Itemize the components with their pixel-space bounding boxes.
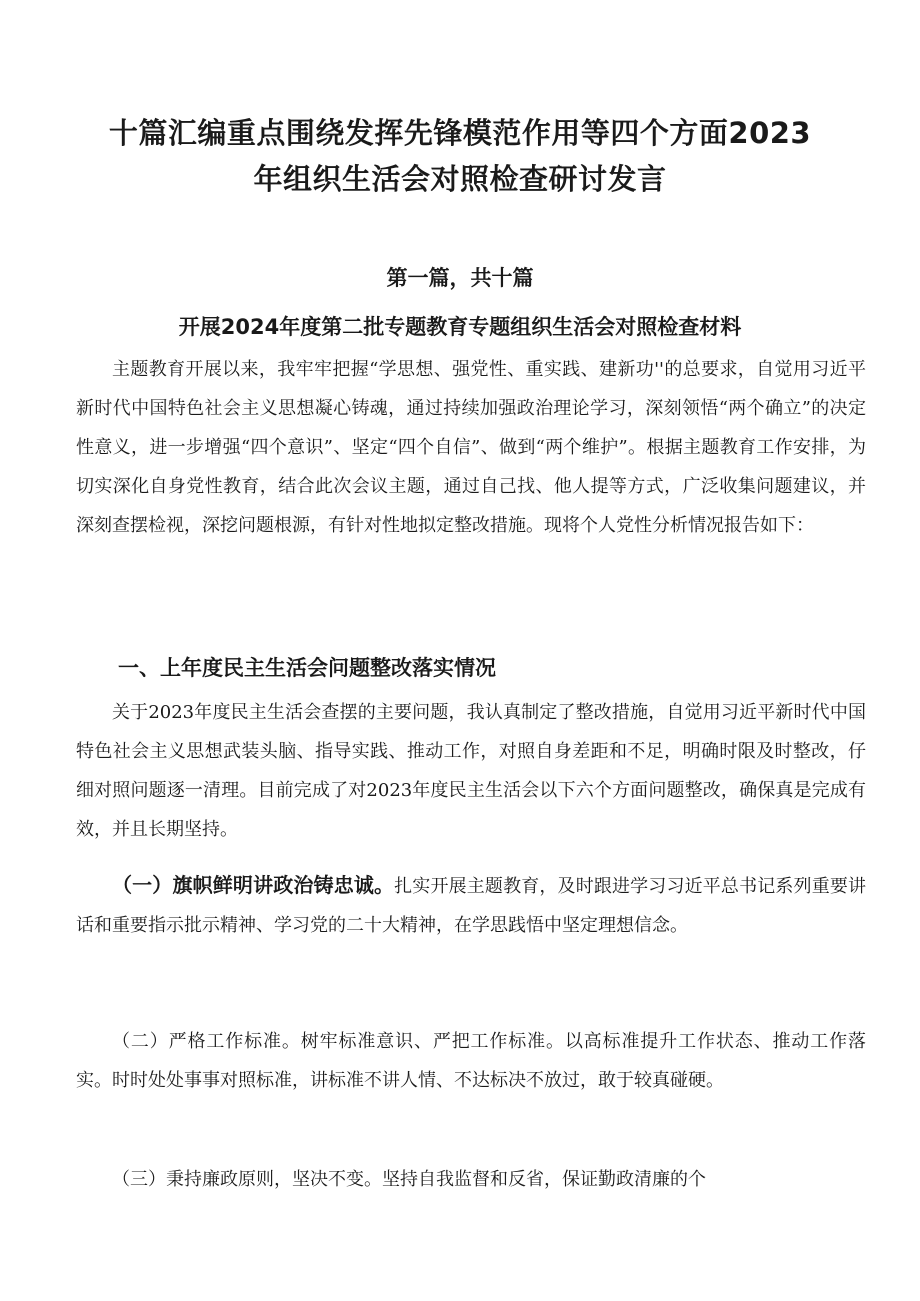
item-1-text: 扎实开展主题教育，及时跟进学习习近平总书记系列重要讲话和重要指示批示精神、学习党的二十大精神，在学思践悟中坚定理想信念。 [76, 876, 866, 936]
part-label: 第一篇，共十篇 [386, 266, 534, 290]
document-title [60, 110, 860, 202]
title-line-1: 十篇汇编重点围绕发挥先锋模范作用等四个方面2023 [108, 116, 812, 150]
intro-paragraph [76, 350, 866, 545]
section-1-text: 关于2023年度民主生活会查摆的主要问题，我认真制定了整改措施，自觉用习近平新时代中国特色社会主义思想武装头脑、指导实践、推动工作，对照自身差距和不足，明确时限及时整改，仔细对照问题逐一清理。目前完成了对2023年度民主生活会以下六个方面问题整改，确保真是完成有效，并且长期坚持。 [76, 702, 866, 840]
section-1-heading: 一、上年度民主生活会问题整改落实情况 [118, 656, 496, 680]
section-1-paragraph [76, 693, 866, 849]
item-1-paragraph [76, 866, 866, 945]
item-3-text: （三）秉持廉政原则，坚决不变。坚持自我监督和反省，保证勤政清廉的个 [112, 1169, 706, 1190]
intro-text: 主题教育开展以来，我牢牢把握“学思想、强党性、重实践、建新功''的总要求，自觉用习近平新时代中国特色社会主义思想凝心铸魂，通过持续加强政治理论学习，深刻领悟“两个确立”的决定性意义，进一步增强“四个意识”、坚定“四个自信”、做到“两个维护”。根据主题教育工作安排，为切实深化自身党性教育，结合此次会议主题，通过自己找、他人提等方式，广泛收集问题建议，并深刻查摆检视，深挖问题根源，有针对性地拟定整改措施。现将个人党性分析情况报告如下： [76, 359, 866, 536]
item-2-text: （二）严格工作标准。树牢标准意识、严把工作标准。以高标准提升工作状态、推动工作落实。时时处处事事对照标准，讲标准不讲人情、不达标决不放过，敢于较真碰硬。 [76, 1031, 866, 1091]
item-3-paragraph [76, 1160, 866, 1199]
item-2-paragraph [76, 1022, 866, 1100]
item-1-lead: （一）旗帜鲜明讲政治铸忠诚。 [112, 873, 395, 897]
part-title: 开展2024年度第二批专题教育专题组织生活会对照检查材料 [178, 315, 742, 339]
title-line-2: 年组织生活会对照检查研讨发言 [253, 162, 667, 196]
